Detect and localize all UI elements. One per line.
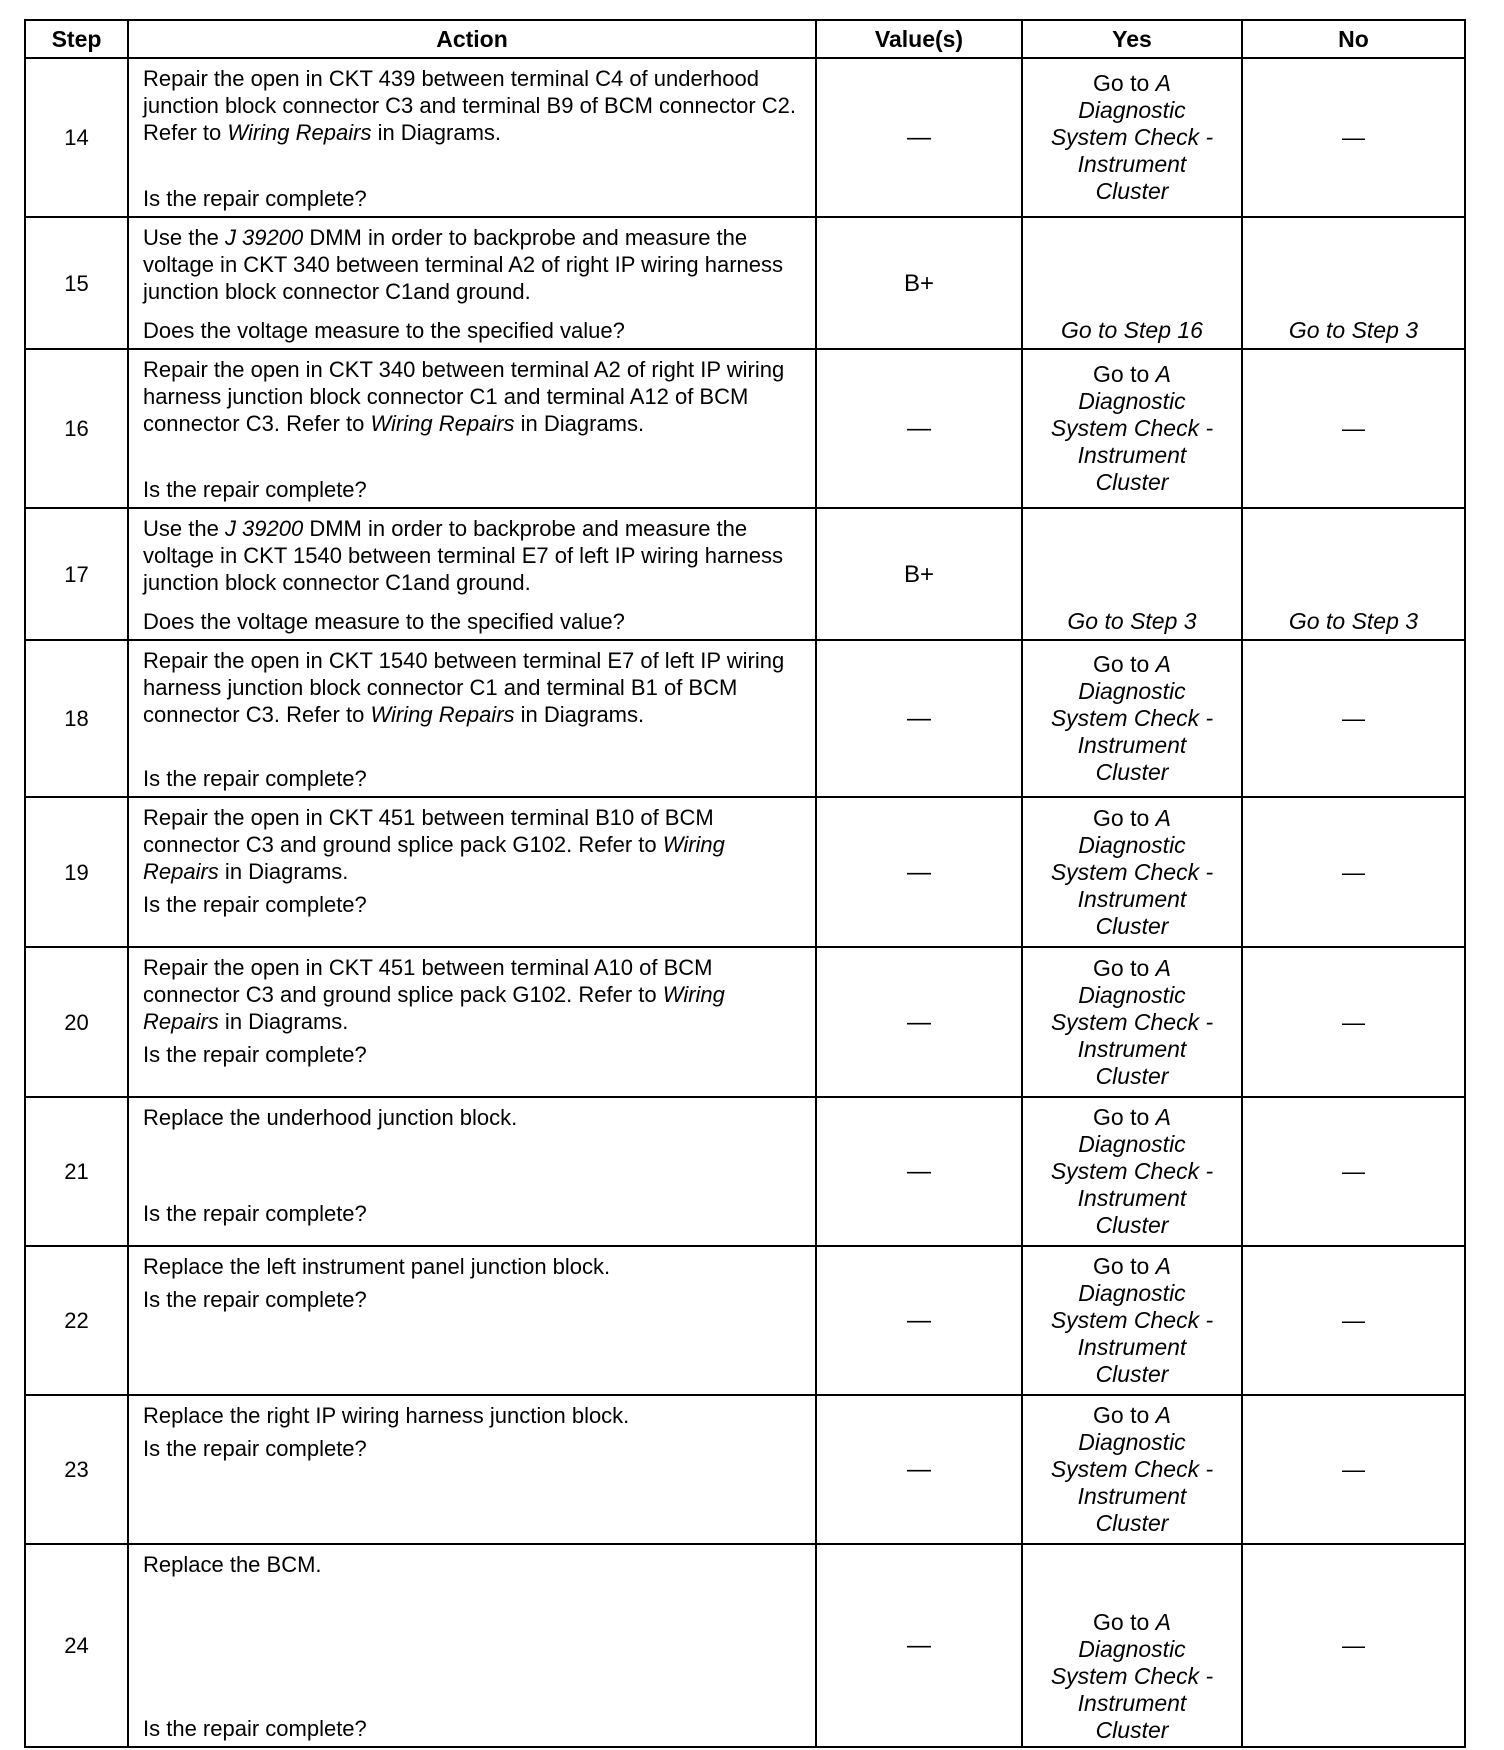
- step-number: 16: [25, 349, 128, 508]
- yes-cell: [1022, 947, 1242, 1097]
- action-cell: [128, 640, 816, 797]
- yes-line-2: Diagnostic: [1078, 1636, 1186, 1662]
- action-cell: [128, 1395, 816, 1544]
- action-ref: J 39200: [224, 516, 304, 541]
- step-number: 22: [25, 1246, 128, 1395]
- no-cell: —: [1242, 1097, 1465, 1246]
- yes-line-2: Diagnostic: [1078, 678, 1186, 704]
- no-cell: Go to Step 3: [1242, 508, 1465, 640]
- yes-a: A: [1155, 1104, 1171, 1130]
- yes-line-4: Instrument: [1077, 442, 1187, 468]
- action-question: Is the repair complete?: [143, 1716, 367, 1741]
- value-cell: —: [816, 1246, 1022, 1395]
- yes-line-2: Diagnostic: [1078, 388, 1186, 414]
- diagnostic-table: [24, 19, 1466, 1748]
- yes-a: A: [1155, 361, 1171, 387]
- action-text: [143, 224, 805, 305]
- no-cell: —: [1242, 947, 1465, 1097]
- yes-line-3: System Check -: [1050, 124, 1214, 150]
- yes-line-5: Cluster: [1095, 1212, 1169, 1238]
- step-number: 17: [25, 508, 128, 640]
- no-cell: —: [1242, 1395, 1465, 1544]
- yes-line-2: Diagnostic: [1078, 1131, 1186, 1157]
- action-cell: [128, 58, 816, 217]
- action-text-2: DMM in order to backprobe and measure the voltage in CKT 340 between terminal A2 of right IP wiring harness junction block connector C1and ground.: [143, 225, 783, 304]
- action-ref: J 39200: [224, 225, 304, 250]
- action-text-1: Repair the open in CKT 451 between terminal A10 of BCM connector C3 and ground splice pack G102. Refer to: [143, 955, 713, 1007]
- action-cell: [128, 947, 816, 1097]
- yes-line-5: Cluster: [1095, 469, 1169, 495]
- yes-cell: [1022, 1246, 1242, 1395]
- yes-a: A: [1155, 804, 1171, 831]
- yes-line-3: System Check -: [1050, 415, 1214, 441]
- action-text-2: in Diagrams.: [218, 1009, 349, 1034]
- yes-cell: [1022, 349, 1242, 508]
- action-ref: Wiring Repairs: [370, 411, 515, 436]
- value-cell: B+: [816, 217, 1022, 349]
- table-row-21: [25, 1097, 1465, 1246]
- yes-cell: [1022, 1097, 1242, 1246]
- action-question: Is the repair complete?: [143, 1287, 367, 1312]
- action-text-2: in Diagrams.: [514, 702, 645, 727]
- yes-cell: Go to Step 3: [1022, 508, 1242, 640]
- yes-line-2: Diagnostic: [1078, 1280, 1186, 1306]
- action-text-2: DMM in order to backprobe and measure the voltage in CKT 1540 between terminal E7 of left IP wiring harness junction block connector C1and ground.: [143, 516, 783, 595]
- yes-line-4: Instrument: [1077, 1483, 1187, 1509]
- yes-cell: [1022, 797, 1242, 947]
- yes-line-1: [1023, 805, 1241, 832]
- action-question: Is the repair complete?: [143, 766, 367, 791]
- yes-cell: [1022, 1395, 1242, 1544]
- action-text: [143, 647, 805, 728]
- action-text: [143, 356, 805, 437]
- yes-line-3: System Check -: [1050, 1008, 1214, 1035]
- yes-prefix: Go to: [1093, 804, 1156, 831]
- step-number: 15: [25, 217, 128, 349]
- step-number: 21: [25, 1097, 128, 1246]
- yes-prefix: Go to: [1093, 1104, 1156, 1130]
- action-text: Replace the left instrument panel junction block.: [143, 1254, 611, 1279]
- yes-a: A: [1155, 1402, 1171, 1428]
- yes-line-4: Instrument: [1077, 1035, 1187, 1062]
- no-cell: —: [1242, 1544, 1465, 1747]
- action-cell: [128, 508, 816, 640]
- action-text: Replace the BCM.: [143, 1552, 322, 1577]
- action-question: Does the voltage measure to the specified value?: [143, 318, 625, 343]
- yes-line-5: Cluster: [1095, 912, 1169, 939]
- action-text-1: Repair the open in CKT 451 between terminal B10 of BCM connector C3 and ground splice pack G102. Refer to: [143, 805, 714, 857]
- action-text: [143, 954, 805, 1035]
- yes-line-1: [1023, 70, 1241, 97]
- yes-line-3: System Check -: [1050, 1158, 1214, 1184]
- yes-line-1: [1023, 1104, 1241, 1131]
- table-row-19: [25, 797, 1465, 947]
- action-text: Replace the right IP wiring harness junction block.: [143, 1403, 630, 1428]
- yes-line-5: Cluster: [1095, 1361, 1169, 1387]
- yes-a: A: [1155, 954, 1171, 981]
- yes-line-2: Diagnostic: [1078, 1429, 1186, 1455]
- yes-prefix: Go to: [1093, 1609, 1156, 1635]
- table-row-20: [25, 947, 1465, 1097]
- table-row-18: [25, 640, 1465, 797]
- yes-cell: [1022, 58, 1242, 217]
- step-number: 14: [25, 58, 128, 217]
- header-values: Value(s): [816, 20, 1022, 58]
- yes-line-4: Instrument: [1077, 732, 1187, 758]
- action-question: Does the voltage measure to the specified value?: [143, 609, 625, 634]
- action-text: [143, 804, 805, 885]
- step-number: 18: [25, 640, 128, 797]
- action-text: Replace the underhood junction block.: [143, 1105, 518, 1130]
- action-text-1: Use the: [143, 225, 225, 250]
- yes-prefix: Go to: [1093, 70, 1156, 96]
- value-cell: —: [816, 797, 1022, 947]
- header-step: Step: [25, 20, 128, 58]
- yes-line-2: Diagnostic: [1078, 981, 1186, 1008]
- yes-a: A: [1155, 1609, 1171, 1635]
- action-text-2: in Diagrams.: [514, 411, 645, 436]
- yes-a: A: [1155, 651, 1171, 677]
- table-row-16: [25, 349, 1465, 508]
- yes-line-4: Instrument: [1077, 1185, 1187, 1211]
- value-cell: —: [816, 947, 1022, 1097]
- yes-line-3: System Check -: [1050, 1307, 1214, 1333]
- table-row-17: [25, 508, 1465, 640]
- yes-prefix: Go to: [1093, 651, 1156, 677]
- table-row-14: [25, 58, 1465, 217]
- header-yes: Yes: [1022, 20, 1242, 58]
- yes-prefix: Go to: [1093, 361, 1156, 387]
- action-ref: Wiring Repairs: [227, 120, 372, 145]
- action-question: Is the repair complete?: [143, 186, 367, 211]
- action-text-1: Repair the open in CKT 439 between terminal C4 of underhood junction block connector C3 and terminal B9 of BCM connector C2. Refer to: [143, 66, 796, 145]
- table-row-23: [25, 1395, 1465, 1544]
- yes-line-5: Cluster: [1095, 1717, 1169, 1743]
- action-cell: [128, 1246, 816, 1395]
- step-number: 24: [25, 1544, 128, 1747]
- value-cell: —: [816, 640, 1022, 797]
- yes-prefix: Go to: [1093, 954, 1156, 981]
- value-cell: —: [816, 1544, 1022, 1747]
- yes-line-3: System Check -: [1050, 705, 1214, 731]
- header-row: [25, 20, 1465, 58]
- yes-line-1: [1023, 361, 1241, 388]
- action-ref: Wiring Repairs: [370, 702, 515, 727]
- yes-cell: [1022, 640, 1242, 797]
- action-text-1: Use the: [143, 516, 225, 541]
- action-cell: [128, 349, 816, 508]
- action-text-1: Repair the open in CKT 1540 between terminal E7 of left IP wiring harness junction block connector C1 and terminal B1 of BCM connector C3. Refer to: [143, 648, 785, 727]
- action-text: [143, 65, 805, 146]
- yes-line-1: [1023, 651, 1241, 678]
- no-cell: —: [1242, 58, 1465, 217]
- table-row-15: [25, 217, 1465, 349]
- action-cell: [128, 797, 816, 947]
- no-cell: —: [1242, 640, 1465, 797]
- header-action: Action: [128, 20, 816, 58]
- action-question: Is the repair complete?: [143, 1436, 367, 1461]
- yes-line-1: [1023, 1609, 1241, 1636]
- action-question: Is the repair complete?: [143, 1042, 367, 1067]
- yes-cell: Go to Step 16: [1022, 217, 1242, 349]
- yes-line-3: System Check -: [1050, 1456, 1214, 1482]
- action-question: Is the repair complete?: [143, 477, 367, 502]
- no-cell: —: [1242, 1246, 1465, 1395]
- step-number: 23: [25, 1395, 128, 1544]
- yes-line-4: Instrument: [1077, 151, 1187, 177]
- action-text-2: in Diagrams.: [218, 859, 349, 884]
- step-number: 19: [25, 797, 128, 947]
- action-cell: [128, 1544, 816, 1747]
- action-cell: [128, 217, 816, 349]
- no-cell: Go to Step 3: [1242, 217, 1465, 349]
- yes-line-5: Cluster: [1095, 759, 1169, 785]
- yes-cell: [1022, 1544, 1242, 1747]
- action-question: Is the repair complete?: [143, 1201, 367, 1226]
- action-text: [143, 515, 805, 596]
- yes-a: A: [1155, 1253, 1171, 1279]
- action-ref: Wiring Repairs: [143, 832, 725, 884]
- value-cell: B+: [816, 508, 1022, 640]
- step-number: 20: [25, 947, 128, 1097]
- yes-prefix: Go to: [1093, 1253, 1156, 1279]
- value-cell: —: [816, 1395, 1022, 1544]
- yes-a: A: [1155, 70, 1171, 96]
- action-question: Is the repair complete?: [143, 892, 367, 917]
- yes-prefix: Go to: [1093, 1402, 1156, 1428]
- action-text-2: in Diagrams.: [371, 120, 502, 145]
- yes-line-4: Instrument: [1077, 1334, 1187, 1360]
- yes-line-1: [1023, 1253, 1241, 1280]
- yes-line-5: Cluster: [1095, 178, 1169, 204]
- no-cell: —: [1242, 349, 1465, 508]
- yes-line-3: System Check -: [1050, 1663, 1214, 1689]
- table-row-22: [25, 1246, 1465, 1395]
- value-cell: —: [816, 1097, 1022, 1246]
- yes-line-1: [1023, 955, 1241, 982]
- table-row-24: [25, 1544, 1465, 1747]
- value-cell: —: [816, 349, 1022, 508]
- yes-line-4: Instrument: [1077, 885, 1187, 912]
- yes-line-2: Diagnostic: [1078, 97, 1186, 123]
- action-cell: [128, 1097, 816, 1246]
- header-no: No: [1242, 20, 1465, 58]
- yes-line-5: Cluster: [1095, 1062, 1169, 1089]
- yes-line-3: System Check -: [1050, 858, 1214, 885]
- no-cell: —: [1242, 797, 1465, 947]
- action-text-1: Repair the open in CKT 340 between terminal A2 of right IP wiring harness junction block connector C1 and terminal A12 of BCM connector C3. Refer to: [143, 357, 785, 436]
- value-cell: —: [816, 58, 1022, 217]
- yes-line-2: Diagnostic: [1078, 831, 1186, 858]
- yes-line-4: Instrument: [1077, 1690, 1187, 1716]
- action-ref: Wiring Repairs: [143, 982, 725, 1034]
- yes-line-5: Cluster: [1095, 1510, 1169, 1536]
- yes-line-1: [1023, 1402, 1241, 1429]
